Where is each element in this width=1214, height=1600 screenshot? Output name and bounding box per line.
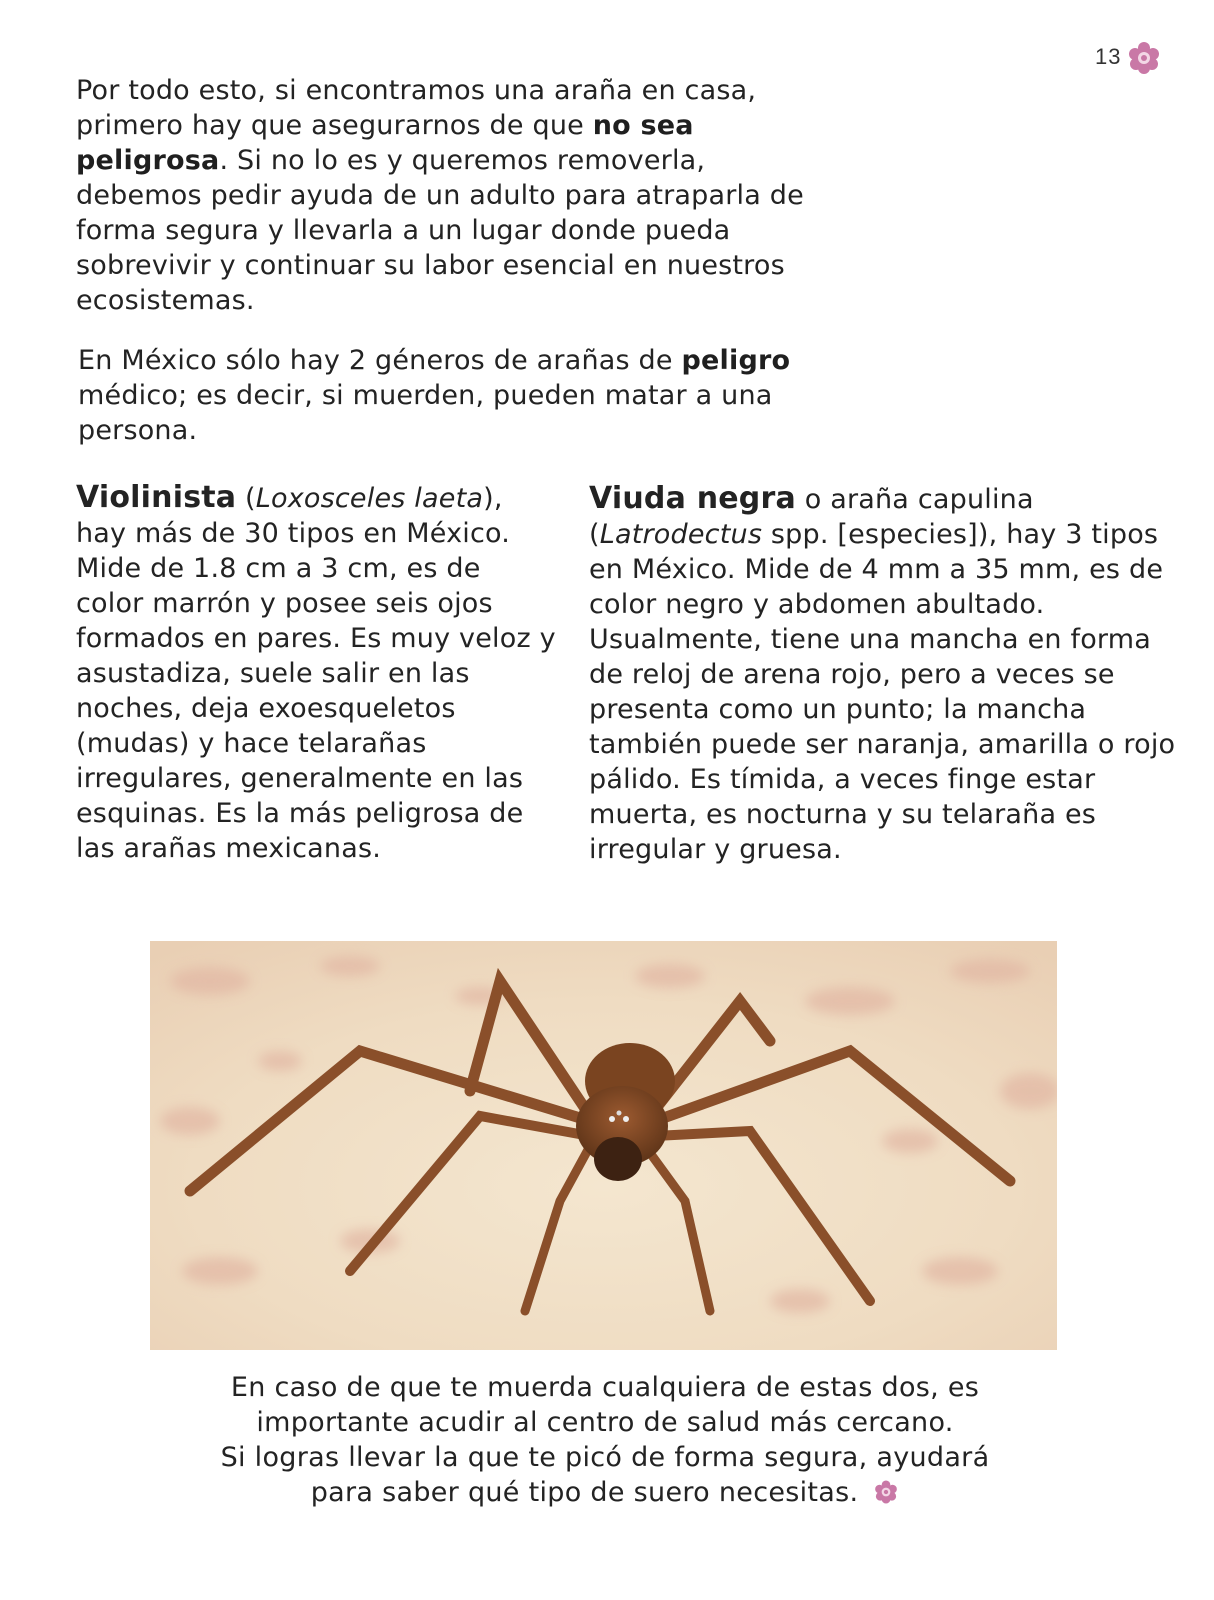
violinista-name: Violinista	[76, 480, 237, 515]
flower-icon	[1126, 40, 1162, 76]
caption-line-4: para saber qué tipo de suero necesitas.	[310, 1477, 859, 1508]
species-viuda-negra	[589, 481, 1179, 867]
intro-paragraph-2	[78, 343, 798, 448]
species-violinista	[76, 480, 556, 866]
violinista-description: ), hay más de 30 tipos en México. Mide de 1.8 cm a 3 cm, es de color marrón y posee seis ojos formados en pares. Es muy veloz y asustadiza, suele salir en las noches, deja exoesqueletos (mudas) y hace telarañas irregulares, generalmente en las esquinas. Es la más peligrosa de las arañas mexicanas.	[76, 483, 556, 864]
caption-line-4-wrap	[130, 1475, 1080, 1510]
viuda-negra-alt: o araña capulina (	[589, 484, 1034, 550]
warning-caption	[130, 1370, 1080, 1510]
intro-p1-tail: . Si no lo es y queremos removerla, debemos pedir ayuda de un adulto para atraparla de forma segura y llevarla a un lugar donde pueda sobrevivir y continuar su labor esencial en nuestros ecosistemas.	[76, 145, 804, 316]
intro-p2-bold: peligro	[681, 345, 791, 376]
violinista-paren: (	[236, 483, 256, 514]
intro-p1-bold: no sea peligrosa	[76, 110, 694, 176]
intro-paragraph-1	[76, 73, 816, 318]
intro-p1-lead: Por todo esto, si encontramos una araña en casa, primero hay que asegurarnos de que	[76, 75, 757, 141]
violinista-scientific: Loxosceles laeta	[255, 483, 484, 514]
caption-line-1: En caso de que te muerda cualquiera de estas dos, es	[230, 1372, 980, 1403]
viuda-negra-scientific: Latrodectus	[599, 519, 763, 550]
page-number: 13	[1095, 44, 1122, 69]
viuda-negra-description: spp. [especies]), hay 3 tipos en México. Mide de 4 mm a 35 mm, es de color negro y abdomen abultado. Usualmente, tiene una mancha en forma de reloj de arena rojo, pero a veces se presenta como un punto; la mancha también puede ser naranja, amarilla o rojo pálido. Es tímida, a veces finge estar muerta, es nocturna y su telaraña es irregular y gruesa.	[589, 519, 1176, 865]
flower-icon	[873, 1479, 899, 1505]
caption-line-3: Si logras llevar la que te picó de forma segura, ayudará	[220, 1442, 990, 1473]
intro-p2-tail: médico; es decir, si muerden, pueden matar a una persona.	[78, 380, 773, 446]
viuda-negra-name: Viuda negra	[589, 481, 796, 516]
spider-photo	[150, 941, 1057, 1350]
caption-line-2: importante acudir al centro de salud más cercano.	[256, 1407, 954, 1438]
intro-p2-lead: En México sólo hay 2 géneros de arañas de	[78, 345, 682, 376]
